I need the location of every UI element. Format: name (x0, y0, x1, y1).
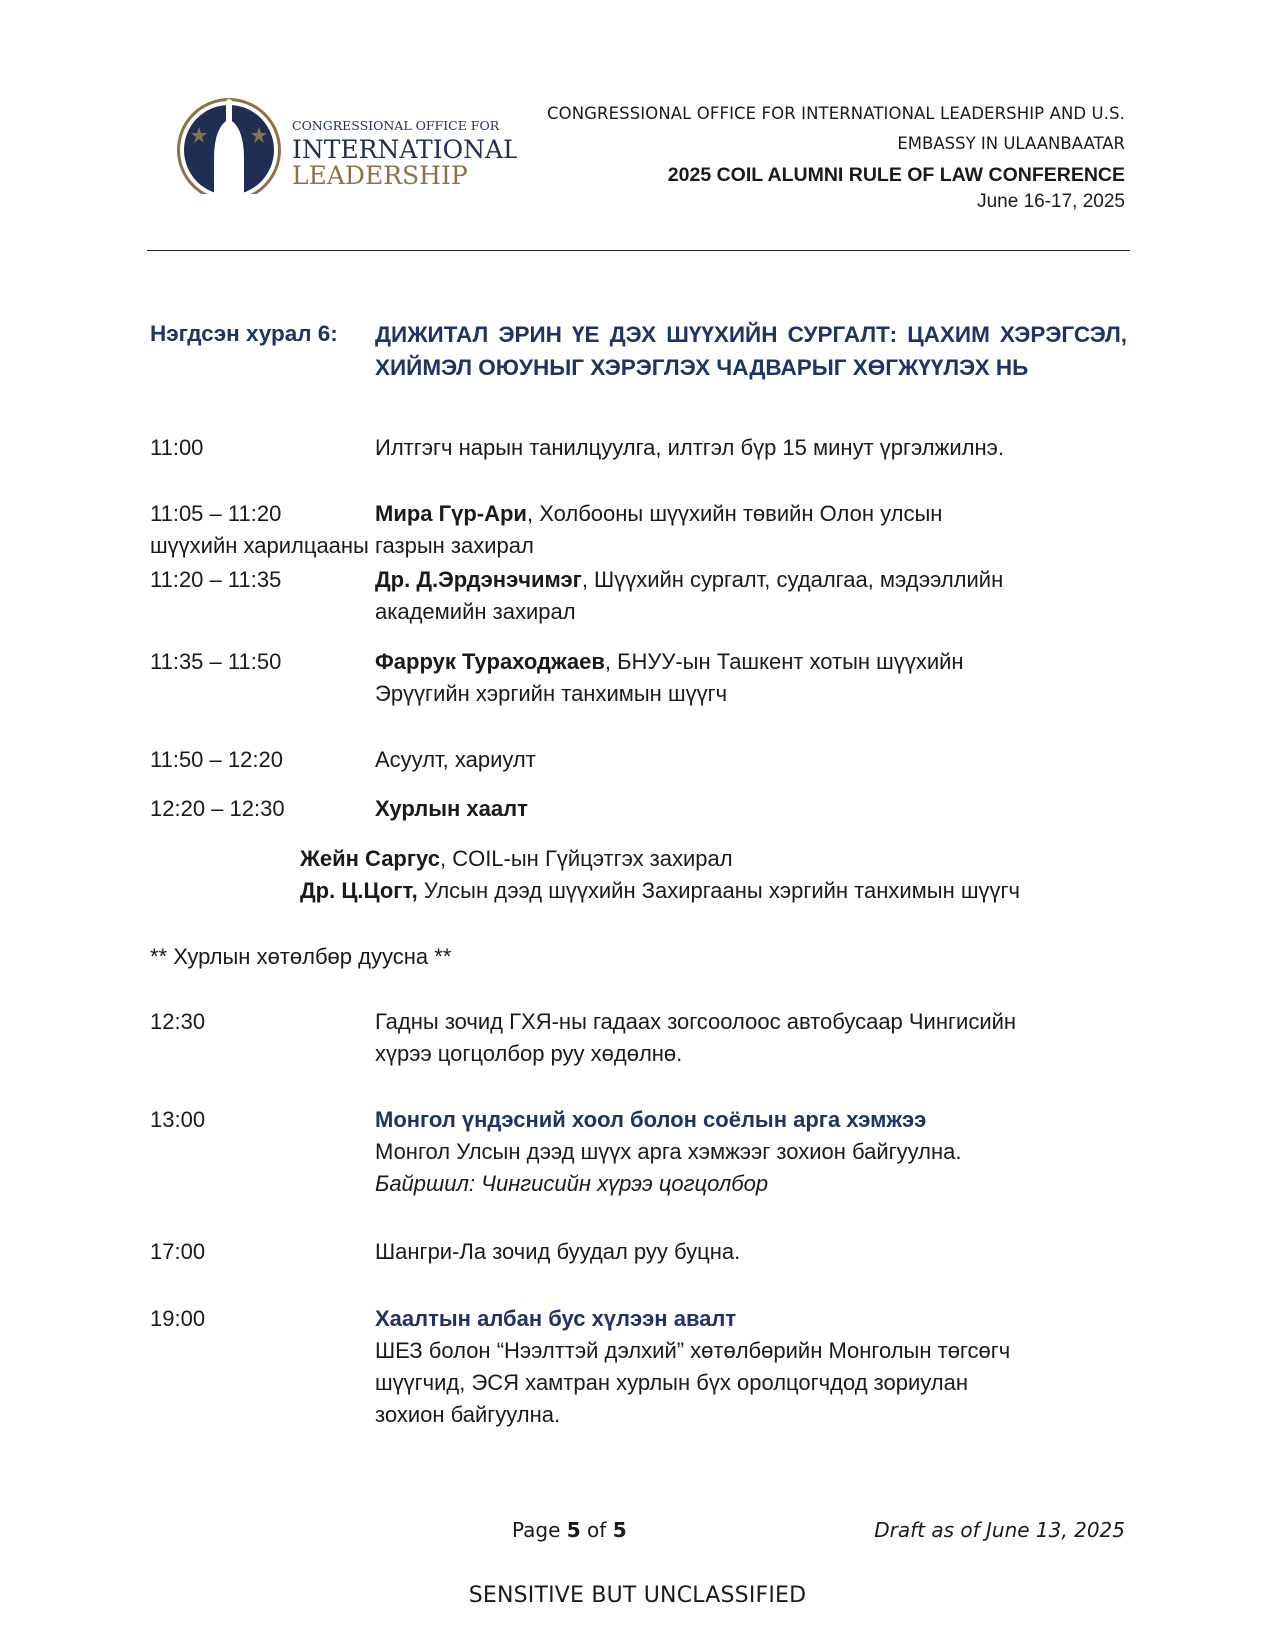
time-dinner: 13:00 (150, 1107, 206, 1132)
time-talk3: 11:35 – 11:50 (150, 649, 282, 674)
bus-line2: хүрээ цогцолбор руу хөдөлнө. (375, 1041, 683, 1066)
coil-logo (172, 97, 517, 207)
closing-title: Хурлын хаалт (375, 796, 528, 821)
intro-text: Илтгэгч нарын танилцуулга, илтгэл бүр 15 минут үргэлжилнэ. (375, 435, 1004, 460)
session-label: Нэгдсэн хурал 6: (150, 321, 338, 346)
draft-date: Draft as of June 13, 2025 (874, 1518, 1125, 1542)
logo-line1: CONGRESSIONAL OFFICE FOR (292, 118, 500, 133)
speaker-title: , COIL-ын Гүйцэтгэх захирал (439, 846, 733, 871)
bus-line1: Гадны зочид ГХЯ-ны гадаах зогсоолоос автобусаар Чингисийн (375, 1009, 1017, 1034)
dinner-desc: Монгол Улсын дээд шүүх арга хэмжээг зохион байгуулна. (375, 1139, 962, 1164)
program-end-note: ** Хурлын хөтөлбөр дуусна ** (150, 944, 452, 969)
speaker-title: , БНУУ-ын Ташкент хотын шүүхийн (604, 649, 964, 674)
time-bus: 12:30 (150, 1009, 206, 1034)
speaker-name: Др. Ц.Цогт, (300, 878, 418, 903)
reception-title: Хаалтын албан бус хүлээн авалт (375, 1306, 737, 1331)
talk3-line2: Эрүүгийн хэргийн танхимын шүүгч (375, 681, 728, 706)
page-of: of (580, 1518, 613, 1542)
time-talk2: 11:20 – 11:35 (150, 567, 282, 592)
reception-line2: шүүгчид, ЭСЯ хамтран хурлын бүх оролцогчдод зориулан (375, 1370, 968, 1395)
speaker-title: , Холбооны шүүхийн төвийн Олон улсын (526, 501, 943, 526)
speaker-name: Мира Гүр-Ари (375, 501, 527, 526)
session-title: ДИЖИТАЛ ЭРИН ҮЕ ДЭХ ШҮҮХИЙН СУРГАЛТ: ЦАХИМ ХЭРЭГСЭЛ, ХИЙМЭЛ ОЮУНЫГ ХЭРЭГЛЭХ ЧАДВАРЫГ ХӨГЖҮҮЛЭХ НЬ (375, 322, 1127, 380)
closing-speaker2 (300, 875, 1020, 907)
speaker-title: , Шүүхийн сургалт, судалгаа, мэдээллийн (581, 567, 1004, 592)
time-return: 17:00 (150, 1239, 206, 1264)
header-divider (147, 250, 1130, 251)
reception-line3: зохион байгуулна. (375, 1402, 561, 1427)
reception-line1: ШЕЗ болон “Нээлттэй дэлхий” хөтөлбөрийн Монголын төгсөгч (375, 1338, 1011, 1363)
page-prefix: Page (512, 1518, 567, 1542)
closing-speaker1 (300, 843, 733, 875)
time-intro: 11:00 (150, 435, 204, 460)
header-org-line2: EMBASSY IN ULAANBAATAR (897, 134, 1125, 153)
time-qa: 11:50 – 12:20 (150, 747, 283, 772)
talk1-line (375, 498, 942, 530)
header-conference: 2025 COIL ALUMNI RULE OF LAW CONFERENCE (667, 164, 1125, 186)
time-reception: 19:00 (150, 1306, 206, 1331)
time-closing: 12:20 – 12:30 (150, 796, 285, 821)
talk3-line (375, 646, 964, 678)
return-text: Шангри-Ла зочид буудал руу буцна. (375, 1239, 741, 1264)
dinner-location: Байршил: Чингисийн хүрээ цогцолбор (375, 1171, 769, 1196)
header-dates: June 16-17, 2025 (977, 191, 1125, 212)
capitol-dome-icon (172, 97, 517, 207)
talk1-line2: шүүхийн харилцааны газрын захирал (150, 533, 534, 558)
talk2-line (375, 564, 1003, 596)
talk2-line2: академийн захирал (375, 599, 576, 624)
speaker-name: Др. Д.Эрдэнэчимэг (375, 567, 582, 592)
speaker-title: Улсын дээд шүүхийн Захиргааны хэргийн танхимын шүүгч (417, 878, 1021, 903)
header-org-line1: CONGRESSIONAL OFFICE FOR INTERNATIONAL LEADERSHIP AND U.S. (547, 104, 1125, 123)
dinner-title: Монгол үндэсний хоол болон соёлын арга хэмжээ (375, 1107, 927, 1132)
qa-text: Асуулт, хариулт (375, 747, 536, 772)
logo-line3: LEADERSHIP (292, 161, 468, 190)
speaker-name: Жейн Саргус (300, 846, 440, 871)
time-talk1: 11:05 – 11:20 (150, 501, 282, 526)
speaker-name: Фаррук Тураходжаев (375, 649, 605, 674)
classification-marking: SENSITIVE BUT UNCLASSIFIED (468, 1583, 807, 1608)
page-total: 5 (612, 1518, 627, 1542)
logo-line2: INTERNATIONAL (292, 135, 517, 164)
page-current: 5 (566, 1518, 581, 1542)
page-number (512, 1518, 627, 1542)
